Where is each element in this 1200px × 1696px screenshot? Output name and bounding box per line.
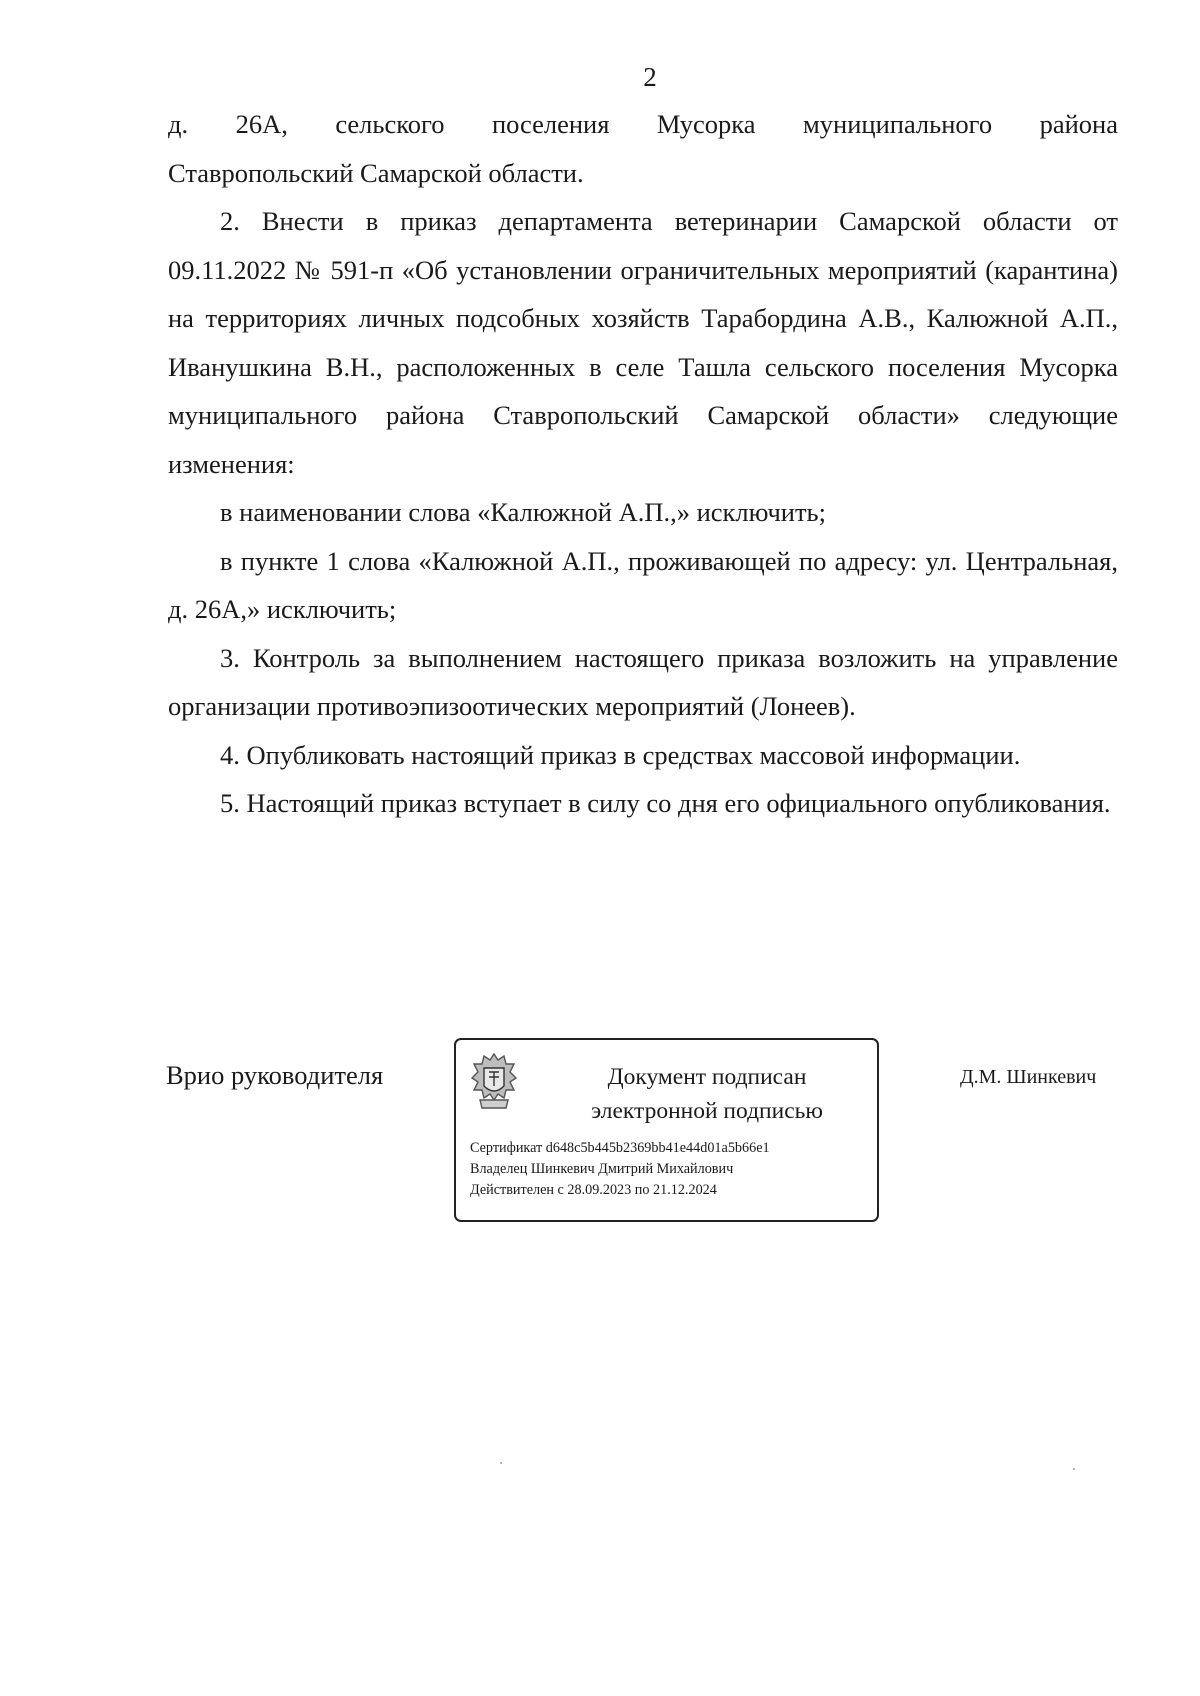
stamp-title-line2: электронной подписью [591, 1098, 823, 1124]
document-body [168, 100, 1118, 828]
page-number: 2 [643, 62, 657, 92]
scan-speck [500, 1462, 502, 1464]
paragraph-item-3: 3. Контроль за выполнением настоящего приказа возложить на управление организации противоэпизоотических мероприятий (Лонеев). [168, 642, 1118, 721]
paragraph-item-2: 2. Внести в приказ департамента ветеринарии Самарской области от 09.11.2022 № 591-п «Об установлении ограничительных мероприятий (карантина) на территориях личных подсобных хозяйств Тарабордина А.В., Калюжной А.П., Иванушкина В.Н., расположенных в селе Ташла сельского поселения Мусорка муниципального района Ставропольский Самарской области» следующие изменения: [168, 206, 1118, 479]
stamp-validity: Действителен с 28.09.2023 по 21.12.2024 [470, 1182, 717, 1198]
signer-position: Врио руководителя [166, 1060, 384, 1090]
scan-speck [1073, 1468, 1075, 1470]
paragraph-item-4: 4. Опубликовать настоящий приказ в средствах массовой информации. [220, 739, 1021, 770]
coat-of-arms-icon [468, 1050, 520, 1112]
signer-name: Д.М. Шинкевич [960, 1066, 1097, 1088]
paragraph-address-line2: Ставропольский Самарской области. [168, 157, 584, 188]
stamp-certificate: Сертификат d648c5b445b2369bb41e44d01a5b66e1 [470, 1140, 770, 1156]
paragraph-change-title: в наименовании слова «Калюжной А.П.,» исключить; [220, 497, 826, 527]
stamp-details [470, 1138, 870, 1201]
stamp-title-line1: Документ подписан [607, 1064, 807, 1090]
paragraph-item-5: 5. Настоящий приказ вступает в силу со дня его официального опубликования. [220, 788, 1111, 818]
stamp-owner: Владелец Шинкевич Дмитрий Михайлович [470, 1161, 734, 1177]
paragraph-address-line1: д. 26А, сельского поселения Мусорка муниципального района [168, 109, 1118, 139]
electronic-signature-stamp [454, 1038, 879, 1222]
paragraph-change-point-1: в пункте 1 слова «Калюжной А.П., проживающей по адресу: ул. Центральная, д. 26А,» исключить; [168, 545, 1118, 624]
